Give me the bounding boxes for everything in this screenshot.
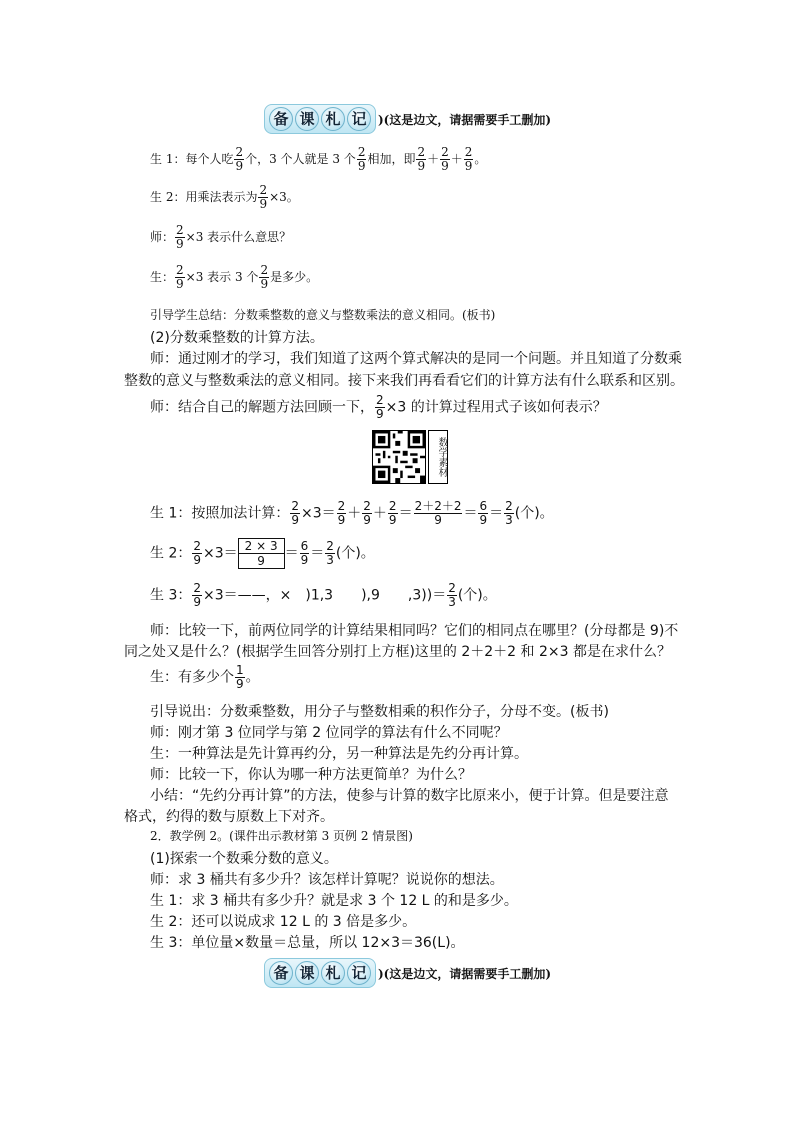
bottom-banner — [264, 958, 551, 988]
student-line: 生 3：单位量×数量＝总量，所以 12×3＝36(L)。 — [150, 935, 465, 951]
fraction: $\frac{2}{9}$ — [363, 499, 371, 527]
compare-line: 同之处又是什么？(根据学生回答分别打上方框)这里的 2＋2＋2 和 2×3 都是在求什么？ — [124, 644, 671, 660]
fraction: $\frac{2}{9}$ — [235, 145, 244, 173]
badge-char: 课 — [295, 961, 319, 985]
badge-char: 记 — [347, 961, 371, 985]
fraction: $\frac{2}{9}$ — [291, 499, 299, 527]
student-line: 生：一种算法是先计算再约分，另一种算法是先约分再计算。 — [150, 746, 528, 762]
student-answer-line: 生： $\frac{2}{9}$ ×3 表示 3 个 $\frac{2}{9}$ 是多少。 — [150, 263, 319, 291]
teacher-question-line: 师： $\frac{2}{9}$ ×3 表示什么意思？ — [150, 223, 292, 251]
summary-line: 格式，约得的数与原数上下对齐。 — [124, 809, 334, 825]
fraction: $\frac{2}{3}$ — [448, 581, 456, 609]
boxed-fraction: $\frac{2 \times 3}{9}$ — [238, 538, 285, 569]
teacher-line: 师：比较一下，你认为哪一种方法更简单？为什么？ — [150, 767, 472, 783]
banner-badge — [264, 958, 376, 988]
fraction: $\frac{2}{9}$ — [388, 499, 397, 527]
fraction: $\frac{2}{9}$ — [176, 223, 184, 251]
banner-note: )(这是边文，请据需要手工删加) — [378, 966, 552, 981]
fraction: $\frac{1}{9}$ — [236, 663, 244, 691]
paragraph-line: 整数的意义与整数乘法的意义相同。接下来我们再看看它们的计算方法有什么联系和区别。 — [124, 373, 684, 389]
fraction: $\frac{6}{9}$ — [479, 499, 488, 527]
badge-char: 札 — [321, 961, 345, 985]
fraction: $\frac{2}{9}$ — [193, 581, 201, 609]
qr-label: 数学素材 — [428, 430, 448, 484]
fraction: $\frac{2}{9}$ — [176, 263, 184, 291]
guide-summary-1: 引导学生总结：分数乘整数的意义与整数乘法的意义相同。(板书) — [150, 308, 496, 322]
student-line: 生 1：求 3 桶共有多少升？就是求 3 个 12 L 的和是多少。 — [150, 893, 518, 909]
section-heading-2: (2)分数乘整数的计算方法。 — [150, 330, 324, 346]
student1-line: 生 1：每个人吃 $\frac{2}{9}$ 个，3 个人就是 3 个 $\frac{2}{9}$ 相加，即 $\frac{2}{9}$ ＋ $\frac{2}{9}$ ＋ $\frac{2}{9}$ 。 — [150, 145, 487, 173]
banner-badge — [264, 104, 376, 134]
calc-line-3: 生 3： $\frac{2}{9}$ ×3＝——，× )1,3 ),9 ,3))＝ $\frac{2}{3}$ (个)。 — [150, 581, 497, 609]
summary-line: 小结：“先约分再计算”的方法，使参与计算的数字比原来小，便于计算。但是要注意 — [150, 788, 669, 804]
badge-char: 课 — [295, 107, 319, 131]
fraction: $\frac{2}{9}$ — [259, 183, 268, 211]
fraction: $\frac{2}{9}$ — [417, 145, 426, 173]
example-heading: 2．教学例 2。(课件出示教材第 3 页例 2 情景图) — [150, 829, 413, 843]
fraction: $\frac{2}{9}$ — [193, 539, 201, 567]
badge-char: 备 — [269, 961, 293, 985]
qr-code-icon — [372, 430, 426, 484]
section-heading-1: (1)探索一个数乘分数的意义。 — [150, 851, 338, 867]
fraction: $\frac{2}{9}$ — [337, 499, 346, 527]
badge-char: 记 — [347, 107, 371, 131]
paragraph-line: 师：通过刚才的学习，我们知道了这两个算式解决的是同一个问题。并且知道了分数乘 — [150, 351, 682, 367]
fraction: $\frac{2}{9}$ — [260, 263, 269, 291]
calc-line-1: 生 1：按照加法计算： $\frac{2}{9}$ ×3＝ $\frac{2}{9}$ ＋ $\frac{2}{9}$ ＋ $\frac{2}{9}$ ＝ $\frac{2+2+2}{9}$ ＝ $\frac{6}{9}$ ＝ $\frac{2}{3}$ (个)。 — [150, 499, 554, 527]
fraction: $\frac{6}{9}$ — [300, 539, 309, 567]
fraction: $\frac{2}{9}$ — [357, 145, 366, 173]
student-line: 生 2：还可以说成求 12 L 的 3 倍是多少。 — [150, 914, 417, 930]
teacher-line: 师：求 3 桶共有多少升？该怎样计算呢？说说你的想法。 — [150, 872, 504, 888]
student2-line: 生 2：用乘法表示为 $\frac{2}{9}$ ×3。 — [150, 183, 299, 211]
fraction: $\frac{2}{3}$ — [505, 499, 513, 527]
top-banner — [264, 104, 551, 134]
answer-line: 生：有多少个 $\frac{1}{9}$ 。 — [150, 663, 260, 691]
compare-line: 师：比较一下，前两位同学的计算结果相同吗？它们的相同点在哪里？(分母都是 9)不 — [150, 623, 679, 639]
review-question-line: 师：结合自己的解题方法回顾一下， $\frac{2}{9}$ ×3 的计算过程用式子该如何表示？ — [150, 393, 607, 421]
guide-summary-2: 引导说出：分数乘整数，用分子与整数相乘的积作分子，分母不变。(板书) — [150, 704, 609, 720]
badge-char: 札 — [321, 107, 345, 131]
calc-line-2: 生 2： $\frac{2}{9}$ ×3＝ $\frac{2 \times 3}{9}$ ＝ $\frac{6}{9}$ ＝ $\frac{2}{3}$ (个)。 — [150, 539, 375, 568]
fraction: $\frac{2}{3}$ — [326, 539, 334, 567]
fraction: $\frac{2}{9}$ — [376, 393, 384, 421]
badge-char: 备 — [269, 107, 293, 131]
fraction: $\frac{2}{9}$ — [464, 145, 473, 173]
fraction: $\frac{2+2+2}{9}$ — [414, 499, 462, 527]
fraction: $\frac{2}{9}$ — [441, 145, 449, 173]
teacher-line: 师：刚才第 3 位同学与第 2 位同学的算法有什么不同呢？ — [150, 725, 508, 741]
banner-note: )(这是边文，请据需要手工删加) — [378, 112, 552, 127]
